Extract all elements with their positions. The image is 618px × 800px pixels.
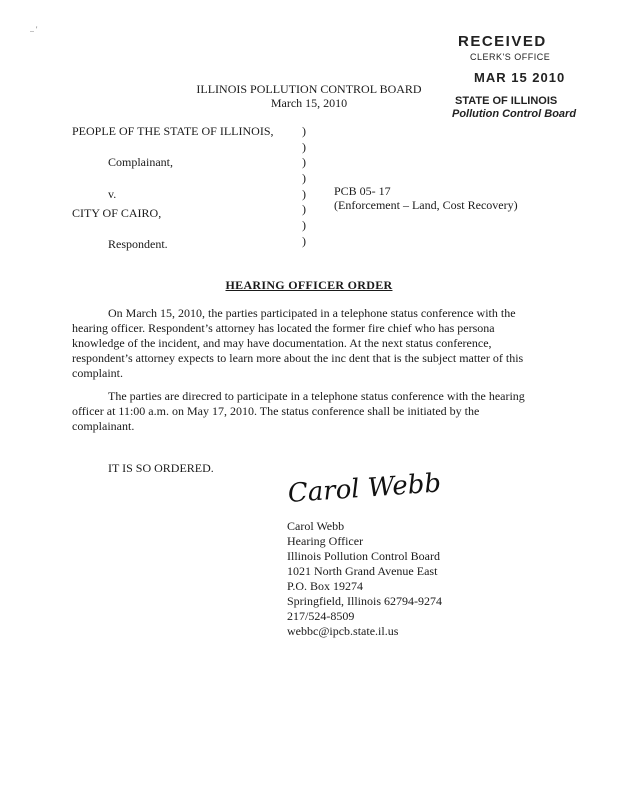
paren: ) [302,218,306,233]
signature-text: Carol Webb [286,468,442,510]
paren: ) [302,171,306,186]
caption-parentheses [302,124,306,250]
paren: ) [302,155,306,170]
paren: ) [302,202,306,217]
plaintiff-name: PEOPLE OF THE STATE OF ILLINOIS, [72,124,274,138]
defendant-role: Respondent. [108,237,168,251]
paren: ) [302,139,306,154]
stamp-date: MAR 15 2010 [474,70,566,85]
defendant-name: CITY OF CAIRO, [72,206,162,220]
paragraph-2-text: The parties are direcred to participate in a telephone status conference with the hearing officer at 11:00 a.m. on May 17, 2010. The status conference shall be initiated by the complainant. [72,389,525,433]
scan-mark: .. ' [30,25,38,34]
handwritten-signature [286,468,442,514]
stamp-clerks-office: CLERK'S OFFICE [470,52,551,62]
plaintiff-role: Complainant, [108,155,173,169]
order-title: HEARING OFFICER ORDER [225,278,393,292]
stamp-state: STATE OF ILLINOIS [455,95,558,107]
board-name: ILLINOIS POLLUTION CONTROL BOARD [196,82,422,96]
paren: ) [302,186,306,201]
case-type: (Enforcement – Land, Cost Recovery) [334,198,518,212]
order-date: March 15, 2010 [270,96,348,110]
signer-name: Carol Webb [287,519,345,533]
closing-statement: IT IS SO ORDERED. [108,461,214,475]
signature-block [287,519,442,639]
signer-title: Hearing Officer [287,534,364,548]
body-paragraph-1 [72,306,542,381]
signature-image [286,468,442,510]
versus: v. [108,187,117,201]
stamp-received: RECEIVED [458,33,547,50]
signer-address: 1021 North Grand Avenue East [287,564,438,578]
paragraph-1-text: On March 15, 2010, the parties participated in a telephone status conference with the hearing officer. Respondent’s attorney has located the former fire chief who has persona knowledge of the incident, and may have documentation. At the next status conference, respondent’s attorney expects to learn more about the inc dent that is the subject matter of this complaint. [72,306,524,380]
signer-po-box: P.O. Box 19274 [287,579,364,593]
paren: ) [302,233,306,248]
paren: ) [302,124,306,138]
body-paragraph-2 [72,389,542,434]
signer-phone: 217/524-8509 [287,609,355,623]
signer-organization: Illinois Pollution Control Board [287,549,441,563]
stamp-board: Pollution Control Board [452,108,577,120]
signer-email[interactable]: webbc@ipcb.state.il.us [287,624,399,638]
signer-city: Springfield, Illinois 62794-9274 [287,594,442,608]
case-number: PCB 05- 17 [334,184,391,198]
